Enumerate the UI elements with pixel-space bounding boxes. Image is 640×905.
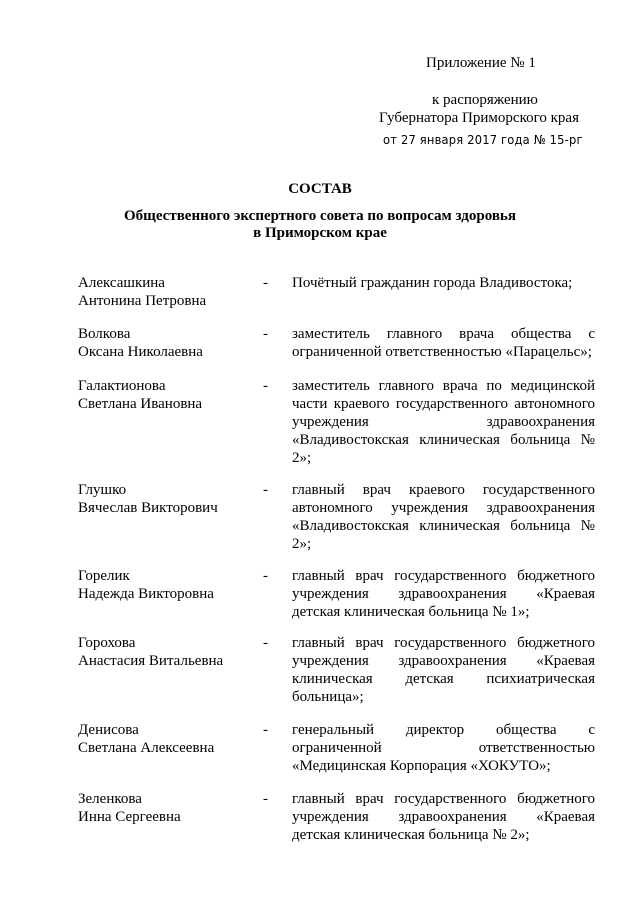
document-subtitle-line2: в Приморском крае	[253, 225, 387, 241]
member-surname: Галактионова	[78, 378, 166, 394]
member-role: заместитель главного врача по медицинской части краевого государственного автономного учреждения здравоохранения «Владивостокская клиническая больница № 2»;	[292, 378, 595, 466]
member-name	[78, 721, 258, 757]
dash-separator: -	[263, 378, 268, 394]
member-given-names: Анастасия Витальевна	[78, 653, 224, 669]
member-given-names: Светлана Алексеевна	[78, 740, 215, 756]
document-subtitle-line1: Общественного экспертного совета по вопросам здоровья	[124, 208, 516, 224]
member-name	[78, 481, 258, 517]
dash-separator: -	[263, 568, 268, 584]
dash-separator: -	[263, 326, 268, 342]
member-surname: Алексашкина	[78, 275, 165, 291]
appendix-decree-line: к распоряжению	[432, 92, 538, 108]
dash-separator: -	[263, 791, 268, 807]
dash-separator: -	[263, 482, 268, 498]
member-role: генеральный директор общества с ограниченной ответственностью «Медицинская Корпорация «ХОКУТО»;	[292, 722, 595, 774]
member-name	[78, 790, 258, 826]
appendix-governor-line: Губернатора Приморского края	[379, 110, 579, 126]
dash-separator: -	[263, 275, 268, 291]
member-name	[78, 325, 258, 361]
appendix-date-stamp: от 27 января 2017 года № 15-рг	[383, 132, 583, 147]
member-name	[78, 634, 258, 670]
member-surname: Горелик	[78, 568, 130, 584]
member-given-names: Надежда Викторовна	[78, 586, 214, 602]
member-role: заместитель главного врача общества с ограниченной ответственностью «Парацельс»;	[292, 326, 595, 360]
member-surname: Горохова	[78, 635, 136, 651]
member-role: главный врач государственного бюджетного учреждения здравоохранения «Краевая детская клиническая больница № 2»;	[292, 791, 595, 843]
member-given-names: Оксана Николаевна	[78, 344, 203, 360]
dash-separator: -	[263, 722, 268, 738]
member-name	[78, 274, 258, 310]
member-surname: Зеленкова	[78, 791, 142, 807]
member-surname: Глушко	[78, 482, 127, 498]
member-role: главный врач государственного бюджетного учреждения здравоохранения «Краевая детская клиническая больница № 1»;	[292, 568, 595, 620]
member-surname: Денисова	[78, 722, 139, 738]
member-role: главный врач государственного бюджетного учреждения здравоохранения «Краевая клиническая детская психиатрическая больница»;	[292, 635, 595, 705]
member-given-names: Светлана Ивановна	[78, 396, 203, 412]
member-role: главный врач краевого государственного автономного учреждения здравоохранения «Владивостокская клиническая больница № 2»;	[292, 482, 595, 552]
appendix-title: Приложение № 1	[426, 55, 536, 71]
member-given-names: Вячеслав Викторович	[78, 500, 218, 516]
member-role: Почётный гражданин города Владивостока;	[292, 275, 573, 291]
dash-separator: -	[263, 635, 268, 651]
document-title: СОСТАВ	[288, 181, 352, 197]
member-given-names: Антонина Петровна	[78, 293, 207, 309]
member-name	[78, 567, 258, 603]
member-given-names: Инна Сергеевна	[78, 809, 181, 825]
member-surname: Волкова	[78, 326, 131, 342]
member-name	[78, 377, 258, 413]
